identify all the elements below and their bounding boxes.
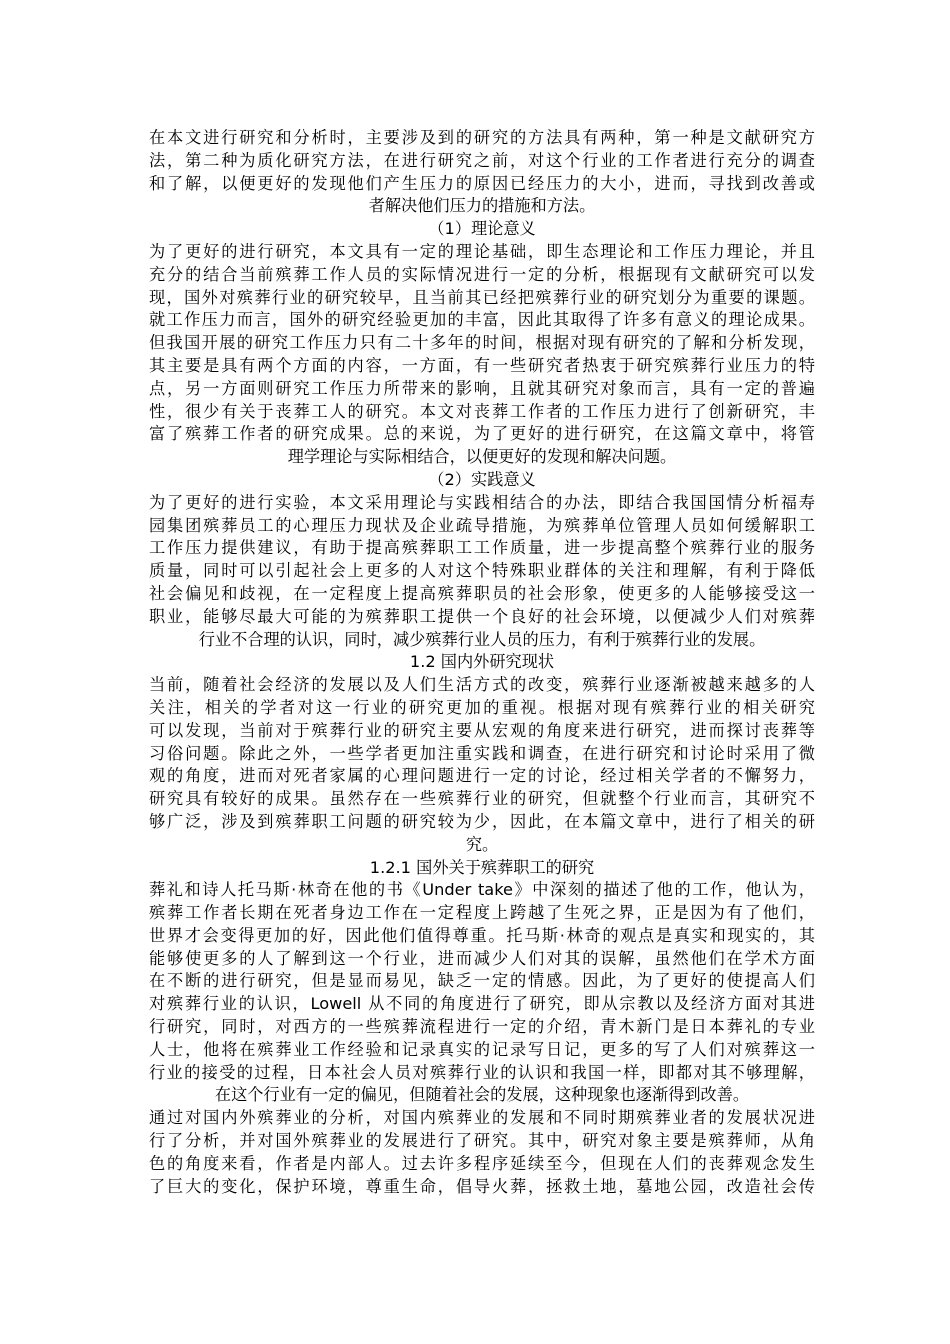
text-line: 就工作压力而言，国外的研究经验更加的丰富，因此其取得了许多有意义的理论成果。 [149,310,815,330]
text-line: 法，第二种为质化研究方法，在进行研究之前，对这个行业的工作者进行充分的调查 [149,150,815,170]
text-line: 工作压力提供建议，有助于提高殡葬职工工作质量，进一步提高整个殡葬行业的服务 [149,538,815,558]
text-line: 为了更好的进行实验，本文采用理论与实践相结合的办法，即结合我国国情分析福寿 [149,492,815,512]
text-line: 行研究，同时，对西方的一些殡葬流程进行一定的介绍，青木新门是日本葬礼的专业 [149,1017,815,1037]
text-line: 行了分析，并对国外殡葬业的发展进行了研究。其中，研究对象主要是殡葬师，从角 [149,1131,815,1151]
text-line: 葬礼和诗人托马斯·林奇在他的书《Under take》中深刻的描述了他的工作，他认为， [149,880,815,900]
document-page [149,127,815,1198]
text-line: 人士，他将在殡葬业工作经验和记录真实的记录写日记，更多的写了人们对殡葬这一 [149,1039,815,1059]
theory-paragraph [149,241,815,469]
text-line: 理学理论与实际相结合，以便更好的发现和解决问题。 [287,447,677,467]
text-line: 通过对国内外殡葬业的分析，对国内殡葬业的发展和不同时期殡葬业者的发展状况进 [149,1108,815,1128]
text-line: 园集团殡葬员工的心理压力现状及企业疏导措施，为殡葬单位管理人员如何缓解职工 [149,515,815,535]
text-line: 了巨大的变化，保护环境，尊重生命，倡导火葬，拯救土地，墓地公园，改造社会传 [149,1176,815,1196]
text-line: 能够使更多的人了解到这一个行业，进而减少人们对其的误解，虽然他们在学术方面 [149,948,815,968]
heading-theory-significance [149,218,815,241]
heading-practice-significance [149,469,815,492]
heading-line: （1）理论意义 [428,219,536,239]
foreign-paragraph [149,879,815,1107]
practice-paragraph [149,492,815,652]
heading-line: 1.2 国内外研究现状 [409,652,555,672]
text-line: 为了更好的进行研究，本文具有一定的理论基础，即生态理论和工作压力理论，并且 [149,241,815,261]
status-paragraph [149,674,815,856]
text-line: 和了解，以便更好的发现他们产生压力的原因已经压力的大小，进而，寻找到改善或 [149,173,815,193]
text-line: 关注，相关的学者对这一行业的研究更加的重视。根据对现有殡葬行业的相关研究 [149,697,815,717]
text-line: 够广泛，涉及到殡葬职工问题的研究较为少，因此，在本篇文章中，进行了相关的研 [149,811,815,831]
heading-line: 1.2.1 国外关于殡葬职工的研究 [369,857,595,877]
text-line: 可以发现，当前对于殡葬行业的研究主要从宏观的角度来进行研究，进而探讨丧葬等 [149,720,815,740]
text-line: 点，另一方面则研究工作压力所带来的影响，且就其研究对象而言，具有一定的普遍 [149,378,815,398]
text-line: 当前，随着社会经济的发展以及人们生活方式的改变，殡葬行业逐渐被越来越多的人 [149,675,815,695]
text-line: 行业的接受的过程，日本社会人员对殡葬行业的认识和我国一样，即都对其不够理解， [149,1062,815,1082]
text-line: 社会偏见和歧视，在一定程度上提高殡葬职员的社会形象，使更多的人能够接受这一 [149,583,815,603]
text-line: 但我国开展的研究工作压力只有二十多年的时间，根据对现有研究的了解和分析发现， [149,333,815,353]
text-line: 在本文进行研究和分析时，主要涉及到的研究的方法具有两种，第一种是文献研究方 [149,128,815,147]
text-line: 殡葬工作者长期在死者身边工作在一定程度上跨越了生死之界，正是因为有了他们， [149,903,815,923]
text-line: 对殡葬行业的认识，Lowell 从不同的角度进行了研究，即从宗教以及经济方面对其进 [149,994,815,1014]
text-line: 质量，同时可以引起社会上更多的人对这个特殊职业群体的关注和理解，有利于降低 [149,561,815,581]
text-line: 色的角度来看，作者是内部人。过去许多程序延续至今，但现在人们的丧葬观念发生 [149,1153,815,1173]
text-line: 职业，能够尽最大可能的为殡葬职工提供一个良好的社会环境，以便减少人们对殡葬 [149,606,815,626]
text-line: 观的角度，进而对死者家属的心理问题进行一定的讨论，经过相关学者的不懈努力， [149,766,815,786]
text-line: 研究具有较好的成果。虽然存在一些殡葬行业的研究，但就整个行业而言，其研究不 [149,789,815,809]
text-line: 性，很少有关于丧葬工人的研究。本文对丧葬工作者的工作压力进行了创新研究，丰 [149,401,815,421]
text-line: 在不断的进行研究，但是显而易见，缺乏一定的情感。因此，为了更好的使提高人们 [149,971,815,991]
text-line: 其主要是具有两个方面的内容，一方面，有一些研究者热衷于研究殡葬行业压力的特 [149,355,815,375]
method-paragraph [149,127,815,218]
text-line: 究。 [465,834,499,854]
heading-1-2-1 [149,857,815,880]
text-line: 在这个行业有一定的偏见，但随着社会的发展，这种现象也逐渐得到改善。 [214,1085,750,1105]
text-line: 充分的结合当前殡葬工作人员的实际情况进行一定的分析，根据现有文献研究可以发 [149,264,815,284]
text-line: 富了殡葬工作者的研究成果。总的来说，为了更好的进行研究，在这篇文章中，将管 [149,424,815,444]
heading-line: （2）实践意义 [428,469,536,489]
text-line: 习俗问题。除此之外，一些学者更加注重实践和调查，在进行研究和讨论时采用了微 [149,743,815,763]
analysis-paragraph [149,1107,815,1198]
text-line: 者解决他们压力的措施和方法。 [368,196,596,216]
text-line: 世界才会变得更加的好，因此他们值得尊重。托马斯·林奇的观点是真实和现实的，其 [149,925,815,945]
text-line: 行业不合理的认识，同时，减少殡葬行业人员的压力，有利于殡葬行业的发展。 [198,629,766,649]
text-line: 现，国外对殡葬行业的研究较早，且当前其已经把殡葬行业的研究划分为重要的课题。 [149,287,815,307]
heading-1-2 [149,651,815,674]
